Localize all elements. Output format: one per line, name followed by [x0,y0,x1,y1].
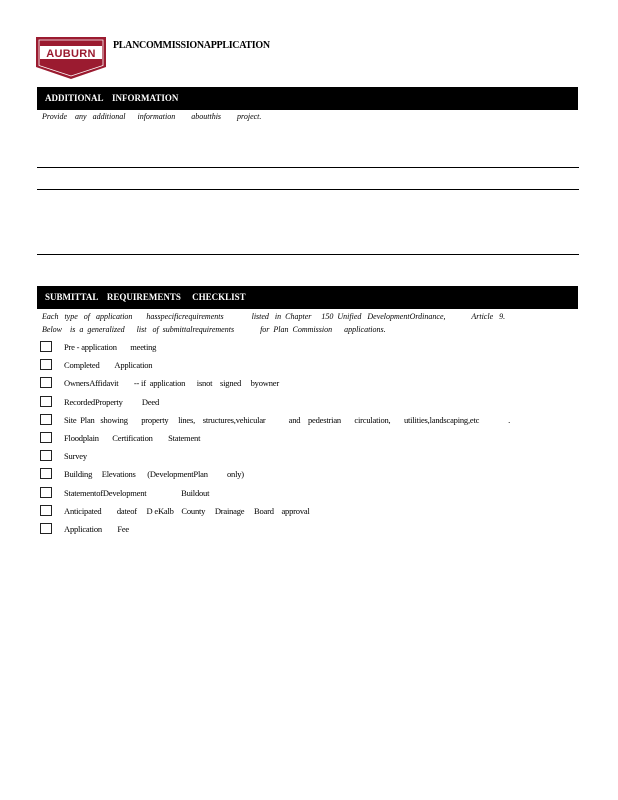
checkbox-pre-application[interactable] [40,341,52,352]
submittal-checklist [40,340,580,540]
additional-info-heading: ADDITIONAL INFORMATION [37,87,578,110]
checklist-item-label: StatementofDevelopment Buildout [64,487,210,498]
checkbox-drainage-board-approval[interactable] [40,505,52,516]
checklist-item-label: Floodplain Certification Statement [64,432,201,443]
checklist-item [40,413,580,431]
submittal-intro-line-2: Below is a generalized list of submittalrequirements for Plan Commission applications. [42,325,386,334]
checklist-item [40,467,580,485]
checklist-item-label: Application Fee [64,523,130,534]
checklist-item [40,376,580,394]
submittal-intro-line-1: Each type of application hasspecificrequirements listed in Chapter 150 Unified DevelopmentOrdinance, Article 9. [42,312,506,321]
form-title: PLANCOMMISSIONAPPLICATION [113,40,270,51]
additional-info-prompt: Provide any additional information aboutthis project. [42,112,262,121]
checklist-item [40,431,580,449]
checkbox-survey[interactable] [40,450,52,461]
auburn-logo [36,37,106,79]
checkbox-building-elevations[interactable] [40,468,52,479]
checklist-item [40,395,580,413]
checklist-item-label: Building Elevations (DevelopmentPlan only) [64,469,244,480]
checklist-item [40,358,580,376]
additional-info-field-1[interactable] [37,124,579,167]
checklist-item [40,504,580,522]
checkbox-completed-application[interactable] [40,359,52,370]
checklist-item-label: Site Plan showing property lines, structures,vehicular and pedestrian circulation, utilities,landscaping,etc . [64,414,511,425]
checklist-item-label: Completed Application [64,360,153,371]
checkbox-owners-affidavit[interactable] [40,377,52,388]
checkbox-statement-of-development[interactable] [40,487,52,498]
checklist-item [40,340,580,358]
checkbox-recorded-deed[interactable] [40,396,52,407]
checkbox-site-plan[interactable] [40,414,52,425]
checklist-item-label: Survey [64,451,87,462]
checklist-item-label: RecordedProperty Deed [64,396,160,407]
checklist-item-label: Pre - application meeting [64,342,157,352]
logo-wordmark: AUBURN [46,48,96,60]
checklist-item [40,522,580,540]
checkbox-application-fee[interactable] [40,523,52,534]
checkbox-floodplain-certification[interactable] [40,432,52,443]
answer-line [37,254,579,255]
submittal-heading: SUBMITTAL REQUIREMENTS CHECKLIST [37,286,578,309]
additional-info-field-3[interactable] [37,190,579,254]
checklist-item-label: Anticipated dateof D eKalb County Drainage Board approval [64,505,310,516]
additional-info-field-2[interactable] [37,168,579,189]
checklist-item [40,486,580,504]
checklist-item [40,449,580,467]
checklist-item-label: OwnersAffidavit -- if application isnot signed byowner [64,378,279,389]
